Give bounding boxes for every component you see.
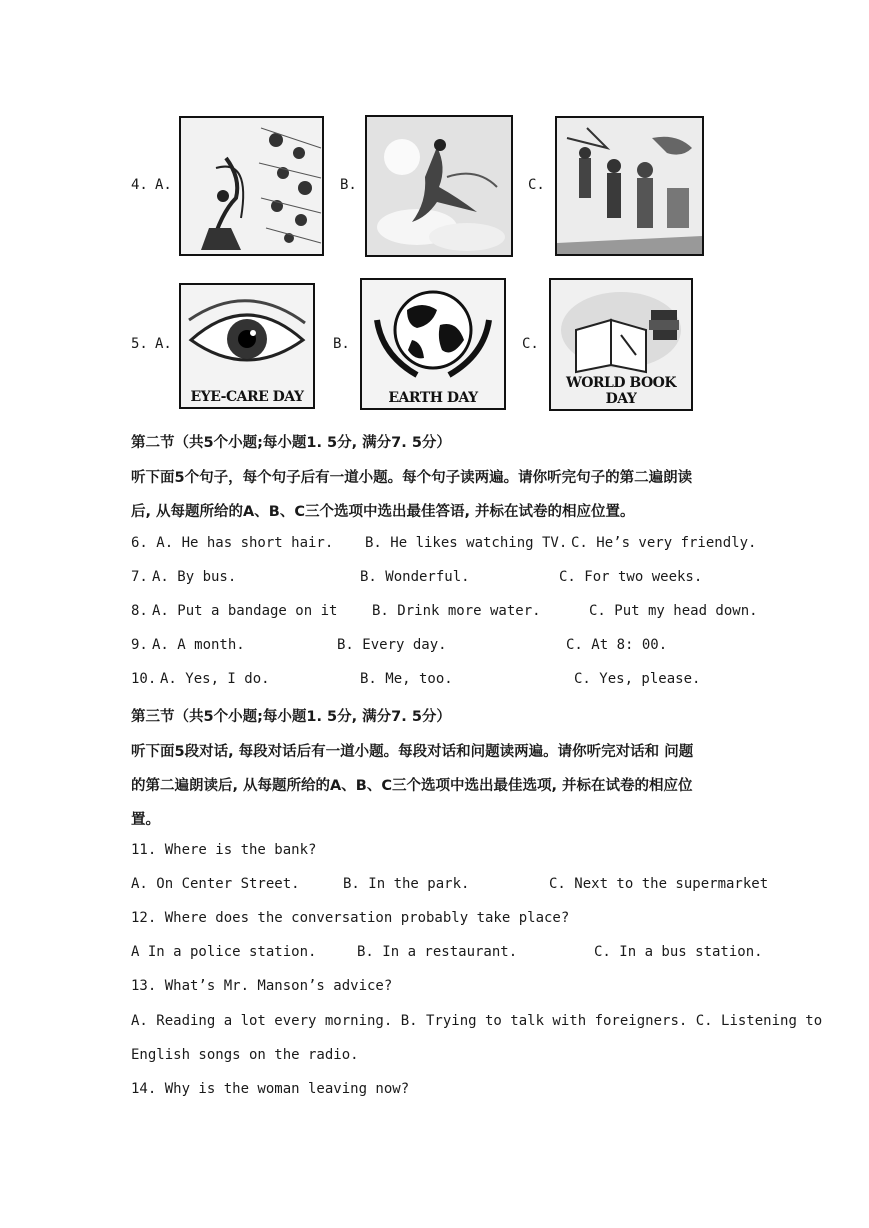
q11-stem: 11. Where is the bank? bbox=[131, 842, 317, 858]
q9-option-a[interactable]: A. A month. bbox=[152, 637, 245, 653]
q8-option-b[interactable]: B. Drink more water. bbox=[372, 603, 541, 619]
q12-stem: 12. Where does the conversation probably take place? bbox=[131, 910, 570, 926]
section3-heading: 第三节（共5个小题;每小题1. 5分, 满分7. 5分） bbox=[131, 709, 451, 725]
world-book-day-caption: WORLD BOOK DAY bbox=[565, 375, 677, 407]
q10-number: 10. bbox=[131, 671, 157, 687]
q7-option-c[interactable]: C. For two weeks. bbox=[559, 569, 703, 585]
q4-option-c-label: C. bbox=[528, 177, 545, 193]
q5-option-c-image[interactable] bbox=[549, 278, 693, 411]
q13-stem: 13. What’s Mr. Manson’s advice? bbox=[131, 978, 393, 994]
q9-option-b[interactable]: B. Every day. bbox=[337, 637, 447, 653]
q4-option-b-label: B. bbox=[340, 177, 357, 193]
q5-option-b-label: B. bbox=[333, 336, 350, 352]
q11-option-b[interactable]: B. In the park. bbox=[343, 876, 470, 892]
q5-option-a-image[interactable] bbox=[179, 283, 315, 409]
earth-day-caption: EARTH DAY bbox=[388, 390, 478, 406]
q6-option-b[interactable]: B. He likes watching TV. bbox=[365, 535, 568, 551]
earth-globe-picture bbox=[362, 280, 504, 408]
q8-option-a[interactable]: A. Put a bandage on it bbox=[152, 603, 338, 619]
village-scene-picture bbox=[557, 118, 702, 254]
q5-option-c-label: C. bbox=[522, 336, 539, 352]
q12-option-a[interactable]: A In a police station. bbox=[131, 944, 317, 960]
q4-option-b-image[interactable] bbox=[365, 115, 513, 257]
archer-shooting-suns-picture bbox=[181, 118, 322, 254]
section3-instruction-line2: 的第二遍朗读后, 从每题所给的A、B、C三个选项中选出最佳选项, 并标在试卷的相应位 bbox=[131, 778, 693, 794]
q9-option-c[interactable]: C. At 8: 00. bbox=[566, 637, 668, 653]
q12-option-b[interactable]: B. In a restaurant. bbox=[357, 944, 518, 960]
q8-option-c[interactable]: C. Put my head down. bbox=[589, 603, 758, 619]
q13-options-line1[interactable]: A. Reading a lot every morning. B. Trying to talk with foreigners. C. Listening to bbox=[131, 1013, 823, 1029]
q8-number: 8. bbox=[131, 603, 148, 619]
q12-option-c[interactable]: C. In a bus station. bbox=[594, 944, 763, 960]
q10-option-c[interactable]: C. Yes, please. bbox=[574, 671, 701, 687]
q11-option-a[interactable]: A. On Center Street. bbox=[131, 876, 300, 892]
q7-option-a[interactable]: A. By bus. bbox=[152, 569, 237, 585]
q4-option-c-image[interactable] bbox=[555, 116, 704, 256]
q10-option-b[interactable]: B. Me, too. bbox=[360, 671, 453, 687]
flying-goddess-moon-picture bbox=[367, 117, 511, 255]
section3-instruction-line1: 听下面5段对话, 每段对话后有一道小题。每段对话和问题读两遍。请你听完对话和 问题 bbox=[131, 744, 694, 760]
q4-number: 4. bbox=[131, 177, 148, 193]
q14-stem: 14. Why is the woman leaving now? bbox=[131, 1081, 410, 1097]
section2-heading: 第二节（共5个小题;每小题1. 5分, 满分7. 5分） bbox=[131, 435, 451, 451]
q4-option-a-image[interactable] bbox=[179, 116, 324, 256]
q5-option-a-label: A. bbox=[155, 336, 172, 352]
q6-option-c[interactable]: C. He’s very friendly. bbox=[571, 535, 757, 551]
q7-number: 7. bbox=[131, 569, 148, 585]
q11-option-c[interactable]: C. Next to the supermarket bbox=[549, 876, 769, 892]
section2-instruction-line2: 后, 从每题所给的A、B、C三个选项中选出最佳答语, 并标在试卷的相应位置。 bbox=[131, 504, 635, 520]
eye-care-day-caption: EYE-CARE DAY bbox=[190, 389, 304, 405]
q6-option-a[interactable]: 6. A. He has short hair. bbox=[131, 535, 334, 551]
q10-option-a[interactable]: A. Yes, I do. bbox=[160, 671, 270, 687]
q5-number: 5. bbox=[131, 336, 148, 352]
q9-number: 9. bbox=[131, 637, 148, 653]
section2-instruction-line1: 听下面5个句子，每个句子后有一道小题。每个句子读两遍。请你听完句子的第二遍朗读 bbox=[131, 470, 693, 486]
q5-option-b-image[interactable] bbox=[360, 278, 506, 410]
q7-option-b[interactable]: B. Wonderful. bbox=[360, 569, 470, 585]
q4-option-a-label: A. bbox=[155, 177, 172, 193]
q13-options-line2[interactable]: English songs on the radio. bbox=[131, 1047, 359, 1063]
section3-instruction-line3: 置。 bbox=[131, 812, 160, 828]
